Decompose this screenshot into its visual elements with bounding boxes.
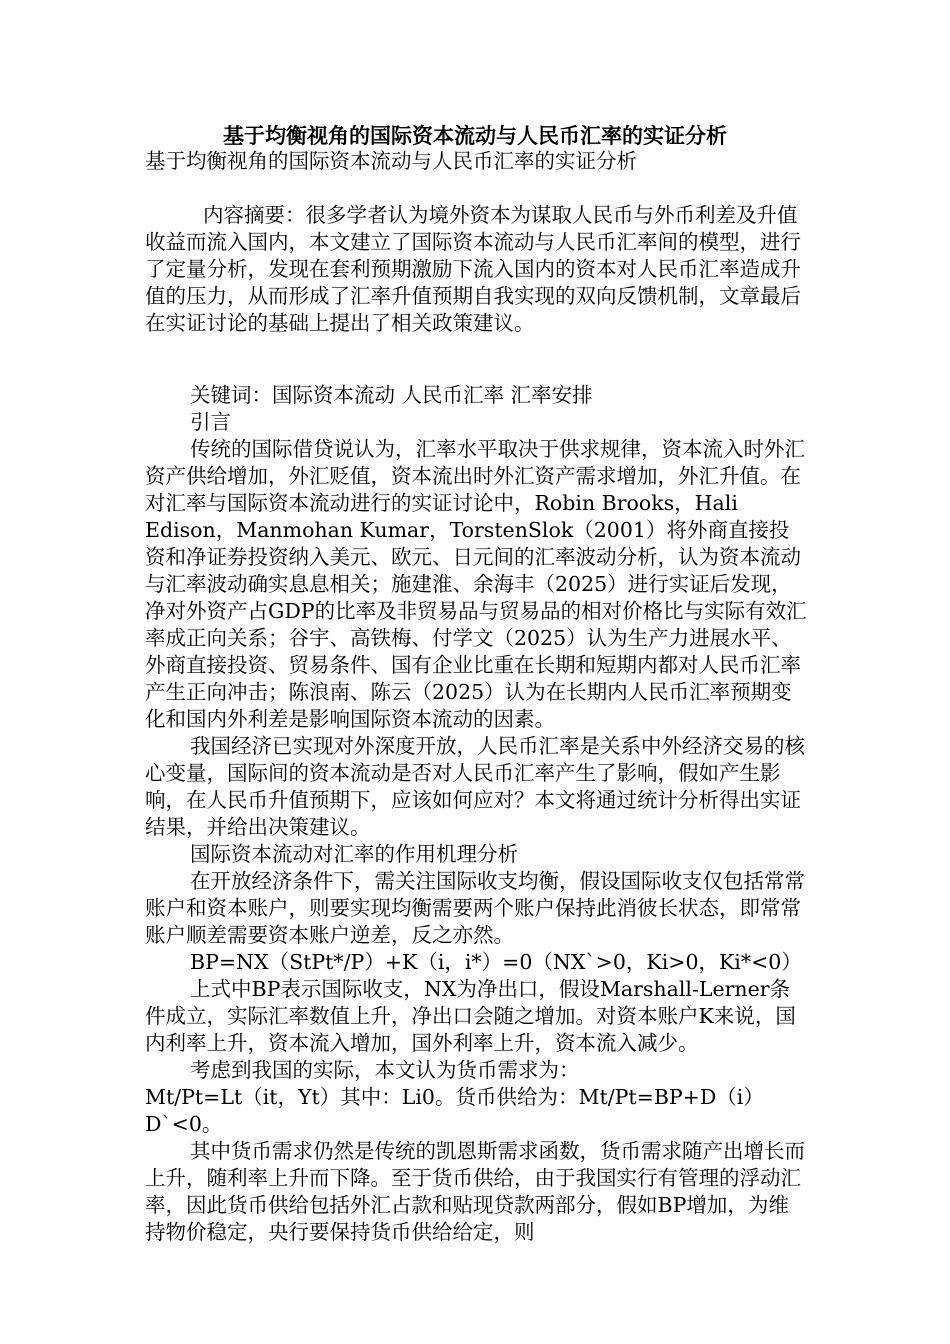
document-subtitle: 基于均衡视角的国际资本流动与人民币汇率的实证分析	[145, 149, 637, 173]
equation-bp: BP=NX（StPt*/P）+K（i，i*）=0（NX`>0，Ki>0，Ki*<0）	[190, 950, 802, 974]
document-body	[145, 148, 807, 1246]
document-title: 基于均衡视角的国际资本流动与人民币汇率的实证分析	[223, 123, 727, 148]
section-heading-mechanism: 国际资本流动对汇率的作用机理分析	[190, 842, 518, 866]
spacer	[145, 175, 807, 202]
paragraph-3: 在开放经济条件下，需关注国际收支均衡，假设国际收支仅包括常常账户和资本账户，则要实现均衡需要两个账户保持此消彼长状态，即常常账户顺差需要资本账户逆差，反之亦然。	[145, 869, 805, 947]
abstract-paragraph: 内容摘要：很多学者认为境外资本为谋取人民币与外币利差及升值收益而流入国内，本文建立了国际资本流动与人民币汇率间的模型，进行了定量分析，发现在套利预期激励下流入国内的资本对人民币汇率造成升值的压力，从而形成了汇率升值预期自我实现的双向反馈机制，文章最后在实证讨论的基础上提出了相关政策建议。	[145, 203, 801, 335]
spacer	[145, 337, 807, 382]
paragraph-6: 其中货币需求仍然是传统的凯恩斯需求函数，货币需求随产出增长而上升，随利率上升而下降。至于货币供给，由于我国实行有管理的浮动汇率，因此货币供给包括外汇占款和贴现贷款两部分，假如BP增加，为维持物价稳定，央行要保持货币供给给定，则	[145, 1139, 805, 1244]
paragraph-5: 考虑到我国的实际，本文认为货币需求为：	[190, 1058, 580, 1082]
equation-money: Mt/Pt=Lt（it，Yt）其中：Li0。货币供给为：Mt/Pt=BP+D（i）D`<0。	[145, 1085, 764, 1136]
keywords-line: 关键词：国际资本流动 人民币汇率 汇率安排	[190, 383, 593, 407]
paragraph-2: 我国经济已实现对外深度开放，人民币汇率是关系中外经济交易的核心变量，国际间的资本流动是否对人民币汇率产生了影响，假如产生影响，在人民币升值预期下，应该如何应对？本文将通过统计分析得出实证结果，并给出决策建议。	[145, 734, 805, 839]
paragraph-1: 传统的国际借贷说认为，汇率水平取决于供求规律，资本流入时外汇资产供给增加，外汇贬值，资本流出时外汇资产需求增加，外汇升值。在对汇率与国际资本流动进行的实证讨论中，Robin Brooks，Hali Edison，Manmohan Kumar，TorstenSlok（2001）将外商直接投资和净证券投资纳入美元、欧元、日元间的汇率波动分析，认为资本流动与汇率波动确实息息相关；施建淮、余海丰（2025）进行实证后发现，净对外资产占GDP的比率及非贸易品与贸易品的相对价格比与实际有效汇率成正向关系；谷宇、高铁梅、付学文（2025）认为生产力进展水平、外商直接投资、贸易条件、国有企业比重在长期和短期内都对人民币汇率产生正向冲击；陈浪南、陈云（2025）认为在长期内人民币汇率预期变化和国内外利差是影响国际资本流动的因素。	[145, 437, 807, 731]
paragraph-4: 上式中BP表示国际收支，NX为净出口，假设Marshall-Lerner条件成立，实际汇率数值上升，净出口会随之增加。对资本账户K来说，国内利率上升，资本流入增加，国外利率上升，资本流入减少。	[145, 977, 796, 1055]
section-heading-intro: 引言	[190, 410, 231, 434]
